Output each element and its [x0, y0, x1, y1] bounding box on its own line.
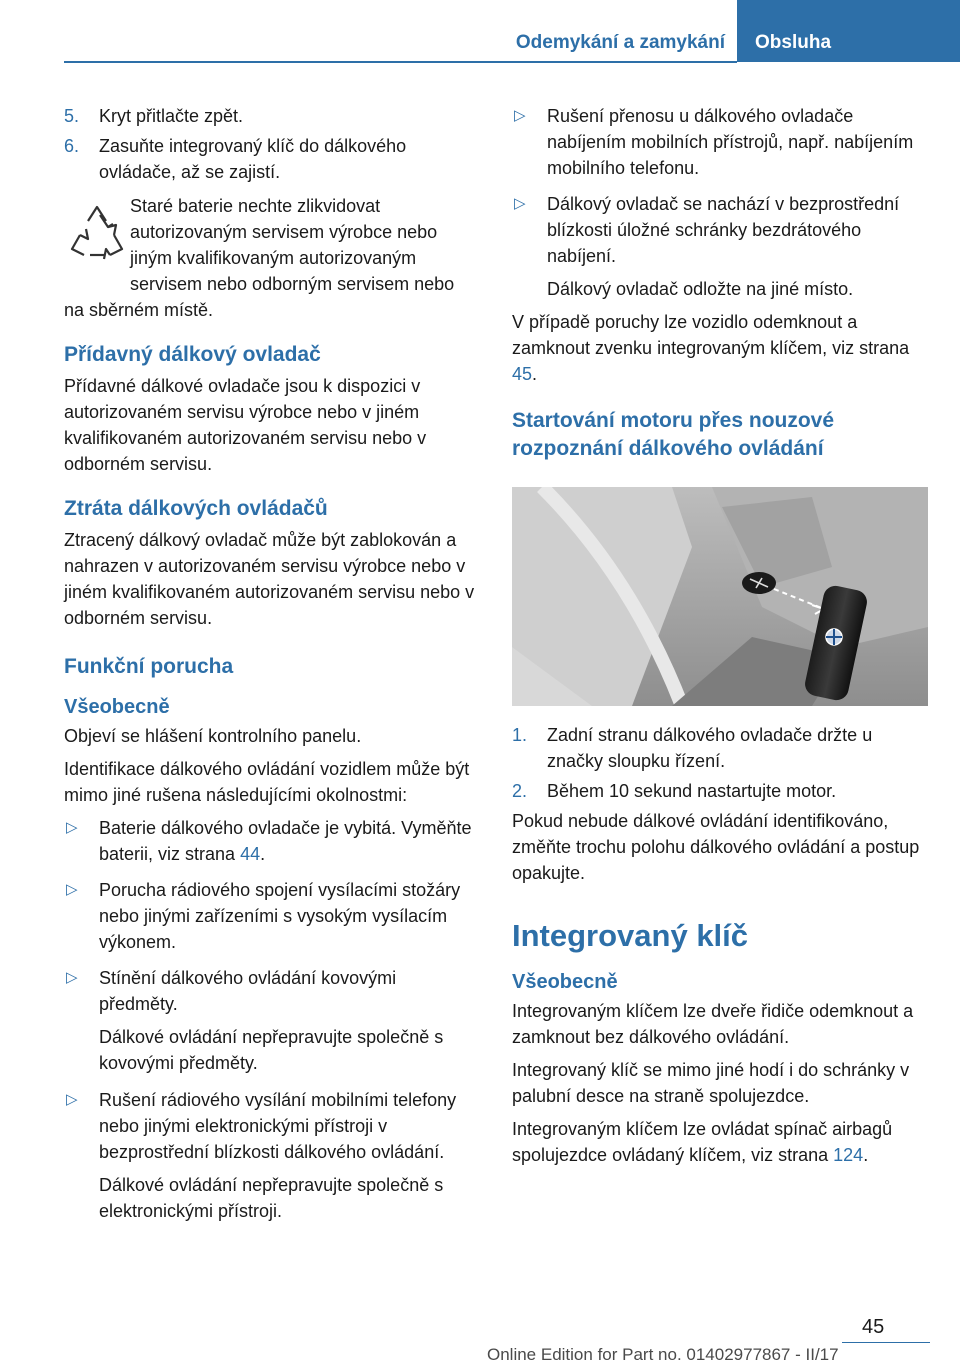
bullet-note: Dálkové ovládání nepřepravujte společně s elektronickými přístroji.	[99, 1175, 444, 1221]
step-text: Zasuňte integrovaný klíč do dálkového ovládače, až se zajistí.	[99, 136, 407, 182]
header-chapter-tab: Obsluha	[737, 0, 960, 62]
integrated-key-p3	[512, 1116, 930, 1168]
list-item	[64, 1087, 478, 1165]
emergency-heading: Startování motoru přes nouzové rozpoznání dálkového ovládání	[512, 409, 835, 460]
right-column	[512, 103, 930, 1175]
fault-text-body: V případě poruchy lze vozidlo odemknout a zamknout zvenku integrovaným klíčem, viz strana	[512, 312, 910, 358]
page-header	[0, 0, 960, 62]
integrated-key-p3-end: .	[863, 1145, 869, 1165]
steering-column-photo	[512, 487, 928, 706]
step-number: 5.	[64, 106, 80, 126]
integrated-key-heading: Integrovaný klíč	[512, 918, 749, 953]
malfunction-heading: Funkční porucha	[64, 655, 234, 678]
page-link[interactable]: 124	[833, 1145, 864, 1165]
note-text: Staré baterie nechte zlikvidovat autorizovaným servisem výrobce nebo jiným kvalifikovaným autorizovaným servisem nebo odborným servisem nebo na sběrném místě.	[64, 196, 455, 320]
left-column	[64, 103, 478, 1235]
bullet-text: Porucha rádiového spojení vysílacími stožáry nebo jinými zařízeními s vysokým vysílacím výkonem.	[99, 880, 461, 952]
malfunction-subheading: Všeobecně	[64, 696, 170, 718]
recycle-icon	[64, 197, 130, 277]
bullet-text: Dálkový ovladač se nachází v bezprostřední blízkosti úložné schránky bezdrátového nabíjení.	[547, 194, 900, 266]
list-item	[512, 103, 930, 181]
integrated-key-p1: Integrovaným klíčem lze dveře řidiče odemknout a zamknout bez dálkového ovládání.	[512, 1001, 914, 1047]
list-item	[512, 191, 930, 269]
lost-remote-heading: Ztráta dálkových ovládačů	[64, 497, 328, 520]
step-number: 6.	[64, 136, 80, 156]
environment-note	[64, 193, 478, 323]
extra-remote-text: Přídavné dálkové ovladače jsou k dispozici v autorizovaném servisu výrobce nebo v jiném kvalifikovaném autorizovaném servisu nebo v odborném servisu.	[64, 376, 427, 474]
bullet-text: Rušení rádiového vysílání mobilními telefony nebo jinými elektronickými přístroji v bezprostřední blízkosti dálkového ovládání.	[99, 1090, 457, 1162]
bullet-text: Rušení přenosu u dálkového ovladače nabíjením mobilních přístrojů, např. nabíjením mobilního telefonu.	[547, 106, 914, 178]
page-link[interactable]: 44	[240, 844, 261, 864]
bullet-icon: ▷	[66, 881, 78, 898]
step-number: 1.	[512, 725, 528, 745]
step-item	[512, 778, 930, 804]
step-item	[512, 722, 930, 774]
step-item	[64, 133, 478, 185]
extra-remote-heading: Přídavný dálkový ovladač	[64, 343, 321, 366]
emergency-after-text: Pokud nebude dálkové ovládání identifikováno, změňte trochu polohu dálkového ovládání a postup opakujte.	[512, 811, 920, 883]
page-footer	[0, 1316, 960, 1362]
bullet-icon: ▷	[66, 1091, 78, 1108]
integrated-key-p2: Integrovaný klíč se mimo jiné hodí i do schránky v palubní desce na straně spolujezdce.	[512, 1060, 910, 1106]
step-item	[64, 103, 478, 129]
list-item	[64, 815, 478, 867]
list-item	[64, 877, 478, 955]
page-link[interactable]: 45	[512, 364, 533, 384]
header-rule	[64, 61, 737, 63]
step-text: Během 10 sekund nastartujte motor.	[547, 781, 837, 801]
footer-rule	[842, 1342, 930, 1343]
bullet-icon: ▷	[66, 969, 78, 986]
bullet-text: Baterie dálkového ovladače je vybitá. Vyměňte baterii, viz strana	[99, 818, 472, 864]
fault-text-end: .	[532, 364, 538, 384]
integrated-key-p3-body: Integrovaným klíčem lze ovládat spínač airbagů spolujezdce ovládaný klíčem, viz strana	[512, 1119, 893, 1165]
fault-text	[512, 309, 930, 387]
edition-text: Online Edition for Part no. 01402977867 - II/17	[487, 1345, 839, 1362]
bullet-icon: ▷	[66, 819, 78, 836]
bullet-icon: ▷	[514, 195, 526, 212]
step-number: 2.	[512, 781, 528, 801]
lost-remote-text: Ztracený dálkový ovladač může být zablokován a nahrazen v autorizovaném servisu výrobce nebo v jiném kvalifikovaném autorizovaném servisu nebo v odborném servisu.	[64, 530, 475, 628]
malfunction-p1: Objeví se hlášení kontrolního panelu.	[64, 726, 362, 746]
list-item	[64, 965, 478, 1017]
step-text: Zadní stranu dálkového ovladače držte u značky sloupku řízení.	[547, 725, 873, 771]
header-section-title: Odemykání a zamykání	[515, 32, 725, 53]
malfunction-p2: Identifikace dálkového ovládání vozidlem může být mimo jiné rušena následujícími okolnostmi:	[64, 759, 470, 805]
page-number: 45	[862, 1316, 885, 1338]
bullet-note: Dálkové ovládání nepřepravujte společně s kovovými předměty.	[99, 1027, 444, 1073]
bullet-note: Dálkový ovladač odložte na jiné místo.	[547, 279, 854, 299]
steering-column-illustration	[512, 487, 928, 706]
bullet-text: Stínění dálkového ovládání kovovými předměty.	[99, 968, 397, 1014]
step-text: Kryt přitlačte zpět.	[99, 106, 244, 126]
bullet-icon: ▷	[514, 107, 526, 124]
integrated-key-subheading: Všeobecně	[512, 971, 618, 993]
bullet-text-end: .	[260, 844, 266, 864]
